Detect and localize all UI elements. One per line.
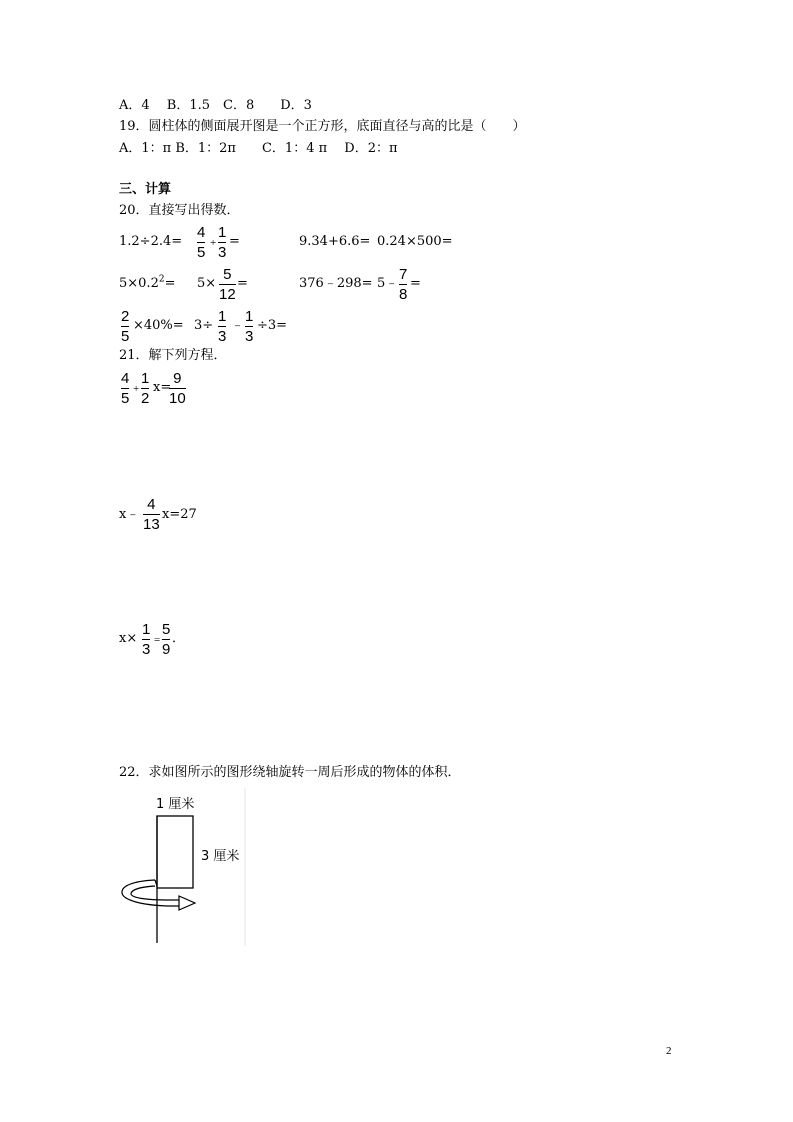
- numerator: 7: [399, 266, 408, 283]
- q21-eq1-mid: x=: [153, 380, 172, 395]
- denominator: 8: [399, 286, 408, 303]
- q21-eq3-pre: x×: [119, 631, 138, 646]
- numerator: 4: [121, 370, 130, 387]
- q20-r2-d-pre: 5﹣: [377, 276, 399, 291]
- numerator: 4: [147, 496, 156, 513]
- q20-r3-b-pre: 3÷: [194, 318, 214, 333]
- fraction-bar: [218, 242, 226, 243]
- q21-stem: 21．解下列方程．: [119, 348, 227, 363]
- numerator: 1: [142, 621, 151, 638]
- q20-r1-frac1: [197, 224, 205, 261]
- denominator: 5: [197, 244, 206, 261]
- fraction-bar: [141, 388, 149, 389]
- numerator: 1: [141, 370, 150, 387]
- q21-eq1-frac1: [121, 370, 129, 407]
- q20-r2-c: 376﹣298=: [299, 276, 373, 291]
- q20-r1-c: 9.34+6.6=: [299, 234, 371, 249]
- fraction-bar: [219, 284, 236, 285]
- fraction-bar: [197, 242, 205, 243]
- q21-eq3-frac1: [142, 621, 150, 658]
- q18-options: A．4 B．1.5 C．8 D．3: [119, 98, 312, 113]
- arrowhead-icon: [179, 896, 195, 910]
- q19-options: A．1：π B．1：2π C．1：4 π D．2：π: [119, 141, 398, 156]
- fraction-bar: [142, 639, 150, 640]
- denominator: 13: [143, 516, 160, 533]
- q20-r3-frac1: [218, 308, 226, 345]
- denominator: 3: [218, 244, 227, 261]
- page-number: 2: [666, 1045, 672, 1057]
- q20-r1-d: 0.24×500=: [377, 234, 453, 249]
- section-heading: 三、计算: [119, 182, 172, 197]
- numerator: 1: [218, 308, 227, 325]
- fraction-bar: [121, 326, 129, 327]
- equals-sign: =: [154, 634, 161, 646]
- denominator: 3: [218, 328, 227, 345]
- q21-eq2-post: x=27: [162, 507, 197, 522]
- q20-r1-a: 1.2÷2.4=: [119, 234, 183, 249]
- numerator: 5: [162, 621, 171, 638]
- q20-r2-b-pre: 5×: [197, 276, 217, 291]
- width-label: 1 厘米: [156, 797, 195, 812]
- q22-stem: 22．求如图所示的图形绕轴旋转一周后形成的物体的体积．: [119, 765, 461, 780]
- equals-sign: =: [229, 234, 240, 249]
- q20-r3-a-post: ×40%=: [133, 318, 184, 333]
- height-label: 3 厘米: [201, 849, 240, 864]
- q21-eq1-frac3: [169, 370, 186, 407]
- period: ．: [172, 631, 186, 646]
- q20-r2-d-frac: [399, 266, 407, 303]
- base: 5×0.2: [119, 276, 159, 291]
- q20-r1-frac2: [218, 224, 226, 261]
- numerator: 1: [218, 224, 227, 241]
- denominator: 12: [219, 286, 236, 303]
- q21-eq2-pre: x﹣: [119, 507, 140, 522]
- minus-sign: ﹣: [231, 318, 245, 333]
- denominator: 5: [121, 390, 130, 407]
- numerator: 9: [173, 370, 182, 387]
- denominator: 9: [162, 641, 171, 658]
- q20-r3-frac2: [245, 308, 253, 345]
- fraction-bar: [143, 514, 160, 515]
- denominator: 10: [169, 390, 186, 407]
- numerator: 2: [121, 308, 130, 325]
- fraction-bar: [399, 284, 407, 285]
- plus-sign: +: [133, 383, 140, 395]
- exponent: 2: [158, 274, 165, 285]
- fraction-bar: [245, 326, 253, 327]
- fraction-bar: [169, 388, 186, 389]
- fraction-bar: [218, 326, 226, 327]
- q19-stem: 19．圆柱体的侧面展开图是一个正方形，底面直径与高的比是（ ）: [119, 119, 526, 134]
- q21-eq2-frac: [143, 496, 160, 533]
- denominator: 3: [245, 328, 254, 345]
- q20-r2-a: [119, 276, 175, 292]
- q21-eq3-frac2: [162, 621, 170, 658]
- equals-sign: =: [237, 276, 248, 291]
- equals-sign: =: [410, 276, 421, 291]
- numerator: 1: [245, 308, 254, 325]
- q20-r3-frac: [121, 308, 129, 345]
- rotation-figure: [117, 788, 247, 948]
- rectangle-shape: [157, 816, 193, 888]
- fraction-bar: [162, 639, 170, 640]
- q20-r2-frac: [219, 266, 236, 303]
- q20-r3-b-post: ÷3=: [257, 318, 288, 333]
- equals-sign: =: [164, 276, 176, 291]
- denominator: 3: [142, 641, 151, 658]
- q20-stem: 20．直接写出得数．: [119, 203, 240, 218]
- q21-eq1-frac2: [141, 370, 149, 407]
- denominator: 5: [121, 328, 130, 345]
- fraction-bar: [121, 388, 129, 389]
- numerator: 5: [223, 266, 232, 283]
- numerator: 4: [197, 224, 206, 241]
- denominator: 2: [141, 390, 150, 407]
- plus-sign: +: [210, 237, 217, 249]
